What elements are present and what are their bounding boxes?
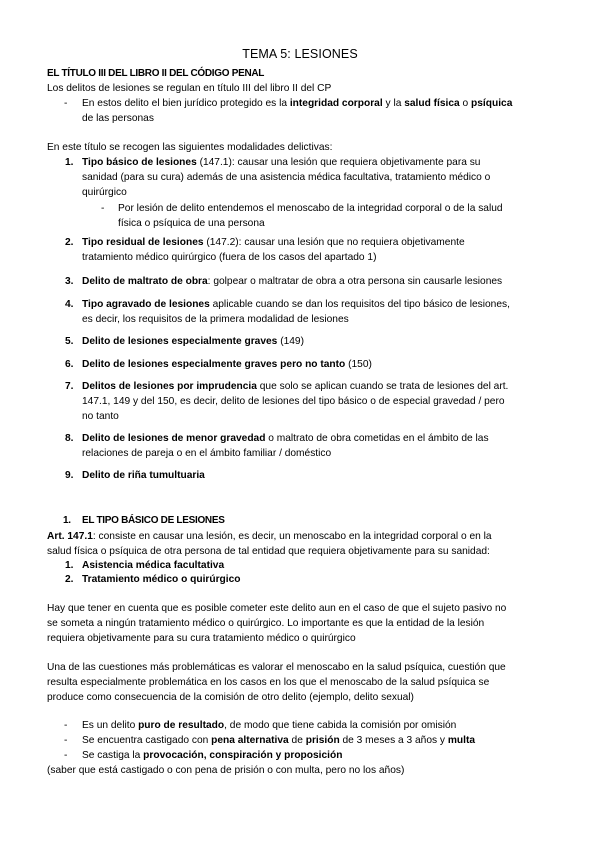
section-heading-titulo-iii: EL TÍTULO III DEL LIBRO II DEL CÓDIGO PENAL [47,67,265,80]
paragraph-line: Una de las cuestiones más problemáticas es valorar el menoscabo en la salud psíquica, cuestión que [47,662,506,673]
paragraph-line: requiera objetivamente para su cura tratamiento médico o quirúrgico [47,633,356,644]
art-147-line1: Art. 147.1: consiste en causar una lesión, es decir, un menoscabo en la integridad corporal o en la [47,531,492,542]
page-title: TEMA 5: LESIONES [242,47,358,61]
dash-bullet: - [64,720,68,731]
paragraph-line: Hay que tener en cuenta que es posible cometer este delito aun en el caso de que el sujeto pasivo no [47,603,507,614]
section-number: 1. [63,514,71,527]
bullet-bien-juridico-cont: de las personas [82,113,154,124]
dash-bullet: - [64,735,68,746]
intro-text: Los delitos de lesiones se regulan en título III del libro II del CP [47,83,332,94]
bullet-provocacion: Se castiga la provocación, conspiración y proposición [82,750,343,761]
document-page: TEMA 5: LESIONES EL TÍTULO III DEL LIBRO II DEL CÓDIGO PENAL Los delitos de lesiones se regulan en título III del libro II del CP - En estos delito el bien jurídico protegido es la integridad corporal y la salud física o psíquica de las personas En este título se recogen las siguientes modalidades delictivas: 1. Tipo básico de lesiones (147.1): causar una lesión que requiera objetivamente para su sanidad (para su cura) además de una asistencia médica facultativa, tratamiento médico o quirúrgico - Por lesión de delito entendemos el menoscabo de la integridad corporal o de la salud física o psíquica de una persona 2. Tipo residual de lesiones (147.2): causar una lesión que no requiera objetivamente tratamiento médico quirúrgico (fuera de los casos del apartado 1) 3. Delito de maltrato de obra: golpear o maltratar de obra a otra persona sin causarle lesiones 4. Tipo agravado de lesiones aplicable cuando se dan los requisitos del tipo básico de lesiones, es decir, los requisitos de la primera modalidad de lesiones 5. Delito de lesiones especialmente graves (149) 6. Delito de lesiones especialmente graves pero no tanto (150) 7. Delitos de lesiones por imprudencia que solo se aplican cuando se trata de lesiones del art. 147.1, 149 y del 150, es decir, delito de lesiones del tipo básico o de especial gravedad / pero no tanto 8. Delito de lesiones de menor gravedad o maltrato de obra cometidas en el ámbito de las relaciones de pareja o en el ámbito familiar / doméstico 9. Delito de riña tumultuaria 1. EL TIPO BÁSICO DE LESIONES Art. 147.1: consiste en causar una lesión, es decir, un menoscabo en la integridad corporal o en la salud física o psíquica de otra persona de tal entidad que requiera objetivamente para su sanidad: 1. Asistencia médica facultativa 2. Tratamiento médico o quirúrgico Hay que tener en cuenta que es posible cometer este delito aun en el caso de que el sujeto pasivo no se someta a ningún tratamiento médico o quirúrgico. Lo importante es que la entidad de la lesión requiera objetivamente para su cura tratamiento médico o quirúrgico Una de las cuestiones más problemáticas es valorar el menoscabo en la salud psíquica, cuestión que resulta especialmente problemática en los casos en los que el menoscabo de la salud psíquica se produce como consecuencia de la comisión de otro delito (ejemplo, delito sexual) - Es un delito puro de resultado, de modo que tiene cabida la comisión por omisión - Se encuentra castigado con pena alternativa de prisión de 3 meses a 3 años y multa - Se castiga la provocación, conspiración y proposición (saber que está castigado o con pena de prisión o con multa, pero no los años) [0,0,600,848]
bullet-bien-juridico: En estos delito el bien jurídico protegido es la integridad corporal y la salud física o psíquica [82,98,513,109]
paragraph-line: produce como consecuencia de la comisión de otro delito (ejemplo, delito sexual) [47,692,414,703]
paragraph-line: se someta a ningún tratamiento médico o quirúrgico. Lo importante es que la entidad de la lesión [47,618,485,629]
paragraph-line: resulta especialmente problemática en los casos en los que el menoscabo de la salud psíquica se [47,677,490,688]
modalidades-intro: En este título se recogen las siguientes modalidades delictivas: [47,142,333,153]
dash-bullet: - [64,98,68,109]
dash-bullet: - [64,750,68,761]
note-text: (saber que está castigado o con pena de prisión o con multa, pero no los años) [47,765,405,776]
bullet-pena: Se encuentra castigado con pena alternativa de prisión de 3 meses a 3 años y multa [82,735,476,746]
art-147-line2: salud física o psíquica de otra persona de tal entidad que requiera objetivamente para su sanidad: [47,546,490,557]
section-heading-tipo-basico: EL TIPO BÁSICO DE LESIONES [82,514,225,527]
bullet-resultado: Es un delito puro de resultado, de modo que tiene cabida la comisión por omisión [82,720,457,731]
